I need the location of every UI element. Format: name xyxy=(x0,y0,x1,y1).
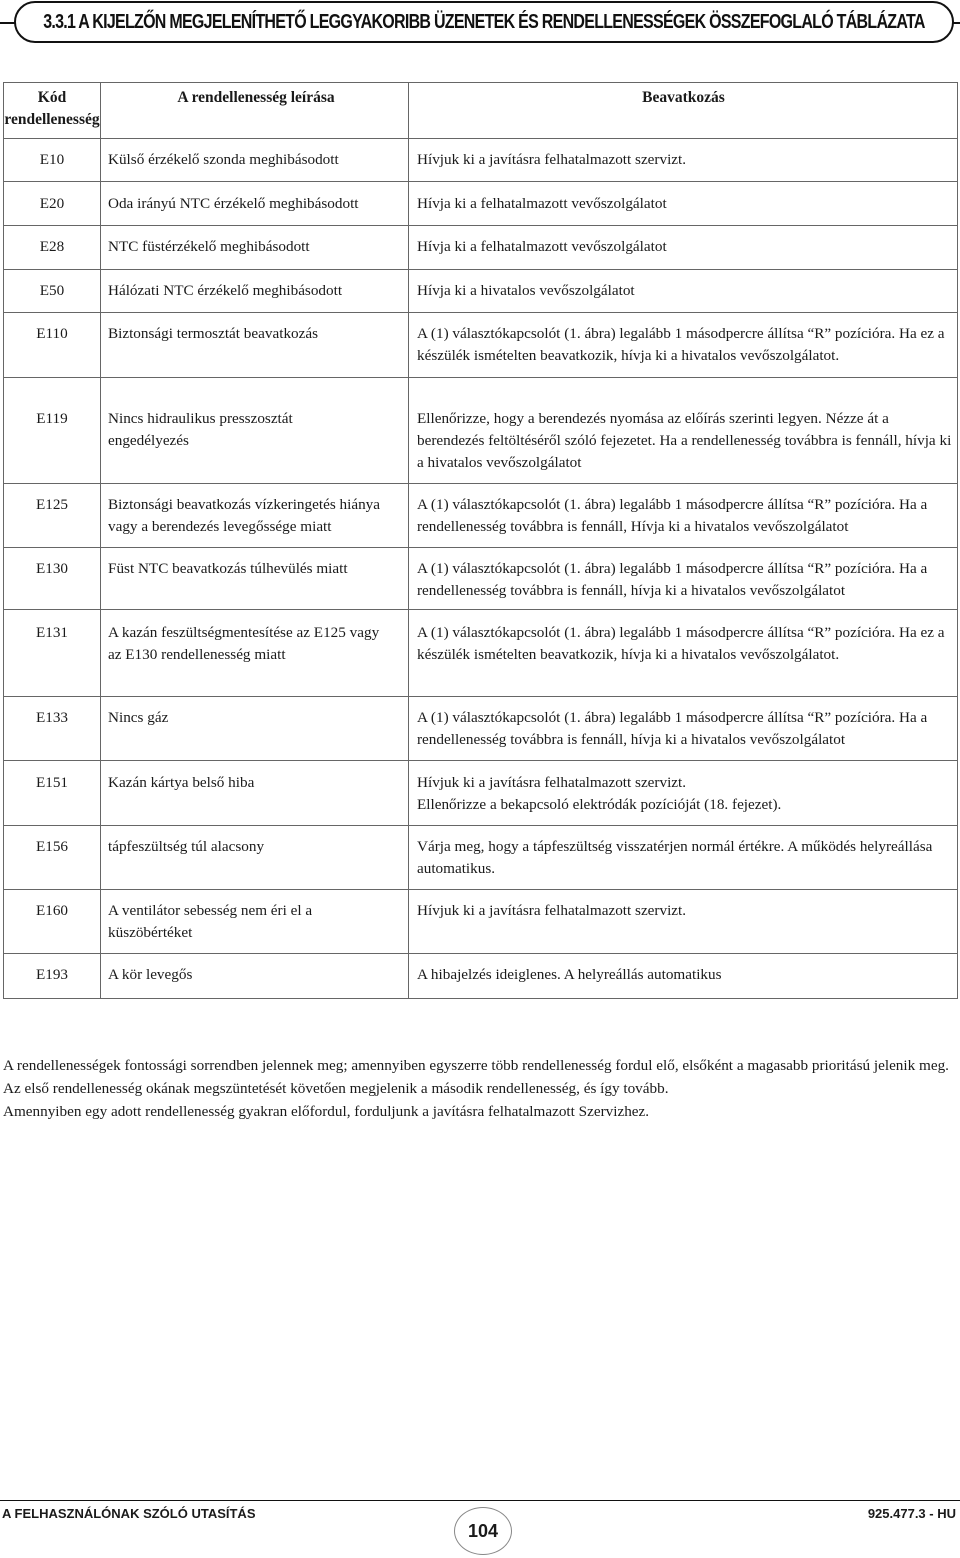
row-separator xyxy=(4,225,957,226)
header-description: A rendellenesség leírása xyxy=(177,89,335,106)
row-separator xyxy=(4,953,957,954)
row-description: Hálózati NTC érzékelő meghibásodott xyxy=(108,282,343,299)
row-action-line2: Ellenőrizze a bekapcsoló elektródák pozícióját (18. fejezet). xyxy=(417,796,782,813)
row-action: Hívjuk ki a javításra felhatalmazott szervizt. xyxy=(417,151,687,168)
row-code: E119 xyxy=(36,410,68,427)
row-action: Hívjuk ki a javításra felhatalmazott szervizt. xyxy=(417,902,687,919)
row-description: Füst NTC beavatkozás túlhevülés miatt xyxy=(108,560,348,577)
section-title-box xyxy=(14,1,954,43)
header-action: Beavatkozás xyxy=(642,89,725,106)
section-title: 3.3.1 A KIJELZŐN MEGJELENÍTHETŐ LEGGYAKORIBB ÜZENETEK ÉS RENDELLENESSÉGEK ÖSSZEFOGLALÓ TÁBLÁZATA xyxy=(43,10,925,33)
row-action-line1: Hívjuk ki a javításra felhatalmazott szervizt. xyxy=(417,774,687,791)
row-code: E160 xyxy=(35,902,69,919)
row-action: Hívja ki a felhatalmazott vevőszolgálatot xyxy=(417,195,667,212)
footer-document-code: 925.477.3 - HU xyxy=(867,1506,956,1521)
row-separator xyxy=(4,138,957,139)
row-action: A hibajelzés ideiglenes. A helyreállás automatikus xyxy=(417,966,722,983)
row-description: A kazán feszültségmentesítése az E125 vagy az E130 rendellenesség miatt xyxy=(108,624,380,663)
row-separator xyxy=(4,483,957,484)
row-description: Külső érzékelő szonda meghibásodott xyxy=(108,151,339,168)
header-code-line2: rendellenesség xyxy=(4,111,100,128)
row-action: Hívja ki a felhatalmazott vevőszolgálatot xyxy=(417,238,667,255)
row-separator xyxy=(4,312,957,313)
row-action: A (1) választókapcsolót (1. ábra) legalább 1 másodpercre állítsa “R” pozícióra. Ha a rendellenesség továbbra is fennáll, Hívja ki a hivatalos vevőszolgálatot xyxy=(417,496,928,535)
row-action: A (1) választókapcsolót (1. ábra) legalább 1 másodpercre állítsa “R” pozícióra. Ha ez a készülék ismételten beavatkozik, hívja ki a hivatalos vevőszolgálatot. xyxy=(417,624,945,663)
row-action: A (1) választókapcsolót (1. ábra) legalább 1 másodpercre állítsa “R” pozícióra. Ha a rendellenesség továbbra is fennáll, hívja ki a hivatalos vevőszolgálatot xyxy=(417,709,928,748)
header-code xyxy=(4,87,100,131)
column-divider xyxy=(408,83,409,998)
row-action: Hívja ki a hivatalos vevőszolgálatot xyxy=(417,282,635,299)
row-code: E28 xyxy=(39,238,65,255)
footer-rule xyxy=(0,1500,960,1501)
row-separator xyxy=(4,696,957,697)
note-service: Amennyiben egy adott rendellenesség gyakran előfordul, forduljunk a javításra felhatalmazott Szervizhez. xyxy=(3,1103,650,1120)
error-table xyxy=(3,82,958,999)
row-description: Oda irányú NTC érzékelő meghibásodott xyxy=(108,195,359,212)
row-code: E151 xyxy=(35,774,69,791)
row-description: Nincs hidraulikus presszosztát engedélyezés xyxy=(108,410,293,449)
footer-manual-title: A FELHASZNÁLÓNAK SZÓLÓ UTASÍTÁS xyxy=(2,1506,256,1521)
row-separator xyxy=(4,269,957,270)
notes-block xyxy=(3,1054,958,1123)
row-action: A (1) választókapcsolót (1. ábra) legalább 1 másodpercre állítsa “R” pozícióra. Ha ez a készülék ismételten beavatkozik, hívja ki a hivatalos vevőszolgálatot. xyxy=(417,325,945,364)
row-description: A ventilátor sebesség nem éri el a küszöbértéket xyxy=(108,902,313,941)
row-code: E50 xyxy=(39,282,65,299)
page-number: 104 xyxy=(454,1507,512,1555)
row-code: E130 xyxy=(35,560,69,577)
row-code: E110 xyxy=(36,325,68,342)
row-code: E131 xyxy=(35,624,69,641)
row-action: Ellenőrizze, hogy a berendezés nyomása az előírás szerinti legyen. Nézze át a berendezés feltöltéséről szóló fejezetet. Ha a rendellenesség továbbra is fennáll, hívja ki a hivatalos vevőszolgálatot xyxy=(417,410,952,471)
row-description: tápfeszültség túl alacsony xyxy=(108,838,265,855)
row-code: E10 xyxy=(39,151,65,168)
row-separator xyxy=(4,889,957,890)
row-action: Várja meg, hogy a tápfeszültség visszatérjen normál értékre. A működés helyreállása automatikus. xyxy=(417,838,933,877)
column-divider xyxy=(100,83,101,998)
row-description: Biztonsági beavatkozás vízkeringetés hiánya vagy a berendezés levegőssége miatt xyxy=(108,496,381,535)
row-separator xyxy=(4,609,957,610)
row-separator xyxy=(4,825,957,826)
row-separator xyxy=(4,181,957,182)
row-separator xyxy=(4,547,957,548)
row-action xyxy=(417,772,957,816)
row-code: E133 xyxy=(35,709,69,726)
row-separator xyxy=(4,377,957,378)
row-code: E156 xyxy=(35,838,69,855)
row-description: Kazán kártya belső hiba xyxy=(108,774,255,791)
row-description: A kör levegős xyxy=(108,966,193,983)
header-code-line1: Kód xyxy=(37,89,67,106)
row-action: A (1) választókapcsolót (1. ábra) legalább 1 másodpercre állítsa “R” pozícióra. Ha a rendellenesség továbbra is fennáll, hívja ki a hivatalos vevőszolgálatot xyxy=(417,560,928,599)
row-code: E20 xyxy=(39,195,65,212)
note-priority: A rendellenességek fontossági sorrendben jelennek meg; amennyiben egyszerre több rendellenesség fordul elő, elsőként a magasabb prioritású jelenik meg. Az első rendellenesség okának megszüntetését követően megjelenik a második rendellenesség, és így tovább. xyxy=(3,1057,949,1097)
row-separator xyxy=(4,760,957,761)
row-description: NTC füstérzékelő meghibásodott xyxy=(108,238,310,255)
row-description: Biztonsági termosztát beavatkozás xyxy=(108,325,319,342)
row-description: Nincs gáz xyxy=(108,709,169,726)
row-code: E125 xyxy=(35,496,69,513)
row-code: E193 xyxy=(35,966,69,983)
